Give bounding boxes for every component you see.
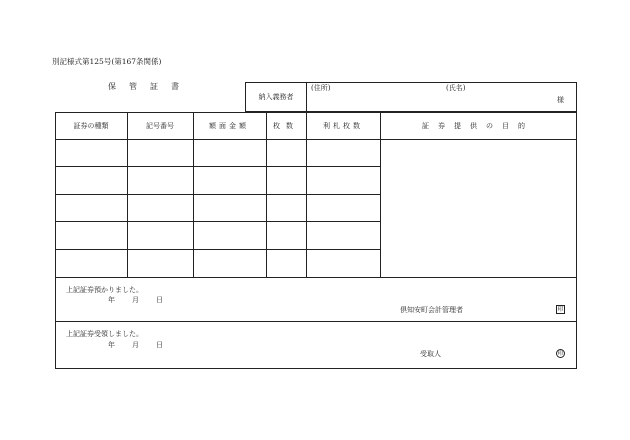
custody-month-label: 月 <box>132 296 139 304</box>
taxpayer-divider <box>306 82 307 112</box>
taxpayer-honorific: 様 <box>557 96 564 104</box>
receipt-day-label: 日 <box>156 341 163 349</box>
header-face-value: 額面金額 <box>209 122 249 130</box>
taxpayer-name-label: (氏名) <box>446 84 466 92</box>
header-kind: 証券の種類 <box>73 122 109 130</box>
form-title: 保管証書 <box>108 82 192 91</box>
header-purpose: 証券提供の目的 <box>422 122 534 130</box>
taxpayer-box <box>245 82 577 112</box>
col-divider-5 <box>380 112 381 277</box>
taxpayer-label: 納入義務者 <box>258 93 294 101</box>
receipt-section-divider <box>55 321 577 322</box>
table-row <box>55 194 380 221</box>
header-coupons: 利札枚数 <box>323 122 363 130</box>
custody-section-divider <box>55 277 577 278</box>
taxpayer-address-label: (住所) <box>311 84 331 92</box>
custody-day-label: 日 <box>156 296 163 304</box>
recipient-seal-icon <box>556 349 565 358</box>
receipt-recipient: 受取人 <box>420 350 441 358</box>
header-count: 枚数 <box>273 122 299 130</box>
form-caption: 別記様式第125号(第167条関係) <box>52 57 162 66</box>
recipient-seal-char: 印 <box>557 350 564 357</box>
officer-seal-icon <box>556 305 565 314</box>
officer-seal-char: 印 <box>557 306 564 313</box>
table-row <box>55 139 380 166</box>
header-number: 記号番号 <box>146 122 174 130</box>
table-row <box>55 166 380 194</box>
custody-officer: 倶知安町会計管理者 <box>400 306 463 314</box>
table-row <box>55 221 380 249</box>
receipt-month-label: 月 <box>132 341 139 349</box>
table-row <box>55 249 380 277</box>
custody-statement: 上記証券預かりました。 <box>66 286 143 294</box>
custody-year-label: 年 <box>108 296 115 304</box>
receipt-year-label: 年 <box>108 341 115 349</box>
receipt-statement: 上記証券受領しました。 <box>66 330 143 338</box>
